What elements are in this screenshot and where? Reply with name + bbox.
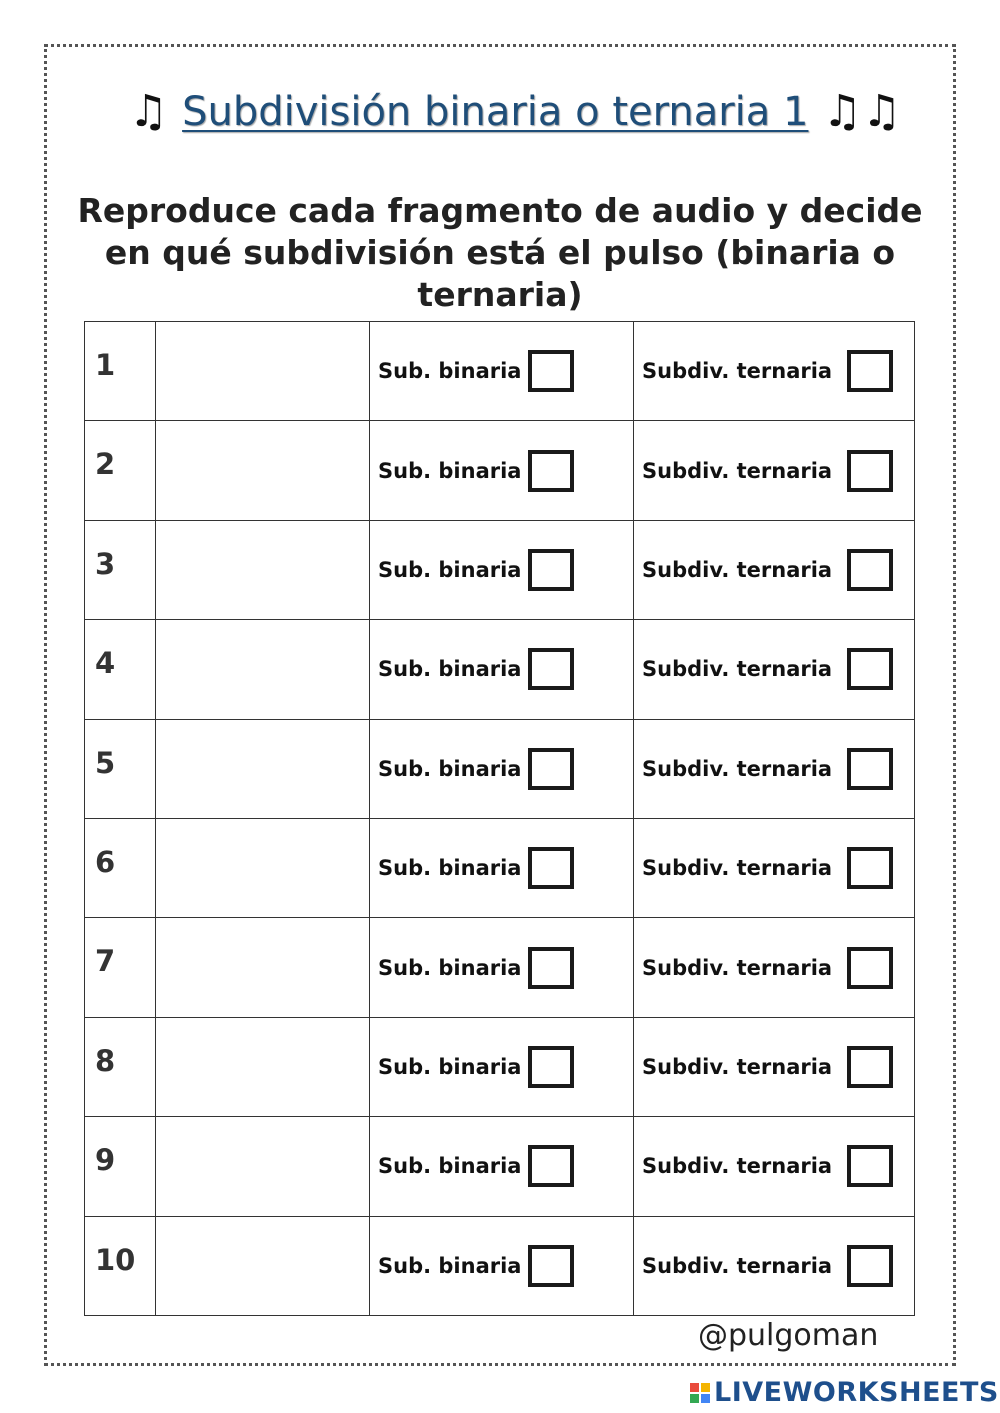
binary-option-cell — [370, 818, 634, 917]
binary-option-label: Sub. binaria — [378, 756, 522, 781]
binary-checkbox[interactable] — [528, 1145, 574, 1187]
table-row — [85, 1017, 915, 1116]
instructions: Reproduce cada fragmento de audio y decide en qué subdivisión está el pulso (binaria o ternaria) — [77, 191, 923, 314]
ternary-option-cell — [634, 818, 915, 917]
blank-cell — [156, 1117, 370, 1216]
row-number: 4 — [85, 620, 156, 719]
binary-checkbox[interactable] — [528, 947, 574, 989]
ternary-option-cell — [634, 322, 915, 421]
ternary-checkbox[interactable] — [847, 450, 893, 492]
ternary-checkbox[interactable] — [847, 648, 893, 690]
ternary-option-label: Subdiv. ternaria — [642, 856, 833, 881]
binary-option-cell — [370, 520, 634, 619]
ternary-option-cell — [634, 719, 915, 818]
logo-square-blue — [701, 1394, 710, 1403]
binary-checkbox[interactable] — [528, 549, 574, 591]
page-title: Subdivisión binaria o ternaria 1 — [182, 89, 809, 135]
ternary-checkbox[interactable] — [847, 1145, 893, 1187]
ternary-option-label: Subdiv. ternaria — [642, 458, 833, 483]
ternary-option-cell — [634, 1117, 915, 1216]
brand-name: LIVEWORKSHEETS — [714, 1377, 999, 1408]
table-row — [85, 1117, 915, 1216]
logo-square-green — [690, 1394, 699, 1403]
row-number: 7 — [85, 918, 156, 1017]
binary-checkbox[interactable] — [528, 748, 574, 790]
music-notes-icon: ♫♫ — [822, 86, 902, 137]
title-row — [100, 82, 930, 142]
table-row — [85, 918, 915, 1017]
binary-option-label: Sub. binaria — [378, 856, 522, 881]
table-row — [85, 719, 915, 818]
blank-cell — [156, 620, 370, 719]
binary-checkbox[interactable] — [528, 847, 574, 889]
ternary-option-label: Subdiv. ternaria — [642, 1154, 833, 1179]
binary-option-cell — [370, 1117, 634, 1216]
ternary-checkbox[interactable] — [847, 1046, 893, 1088]
ternary-option-cell — [634, 918, 915, 1017]
binary-checkbox[interactable] — [528, 450, 574, 492]
binary-checkbox[interactable] — [528, 1245, 574, 1287]
ternary-option-label: Subdiv. ternaria — [642, 359, 833, 384]
ternary-option-cell — [634, 421, 915, 520]
liveworksheets-logo-icon — [690, 1383, 710, 1403]
table-row — [85, 620, 915, 719]
binary-option-cell — [370, 1216, 634, 1315]
table-row — [85, 818, 915, 917]
row-number: 5 — [85, 719, 156, 818]
binary-option-label: Sub. binaria — [378, 1253, 522, 1278]
binary-option-cell — [370, 421, 634, 520]
ternary-checkbox[interactable] — [847, 847, 893, 889]
binary-option-label: Sub. binaria — [378, 557, 522, 582]
binary-option-label: Sub. binaria — [378, 1154, 522, 1179]
binary-checkbox[interactable] — [528, 1046, 574, 1088]
ternary-checkbox[interactable] — [847, 549, 893, 591]
blank-cell — [156, 918, 370, 1017]
ternary-option-cell — [634, 1216, 915, 1315]
ternary-checkbox[interactable] — [847, 350, 893, 392]
blank-cell — [156, 520, 370, 619]
binary-option-cell — [370, 620, 634, 719]
binary-option-cell — [370, 322, 634, 421]
ternary-option-cell — [634, 620, 915, 719]
logo-square-yellow — [701, 1383, 710, 1392]
ternary-checkbox[interactable] — [847, 947, 893, 989]
ternary-option-cell — [634, 1017, 915, 1116]
ternary-checkbox[interactable] — [847, 748, 893, 790]
ternary-option-label: Subdiv. ternaria — [642, 557, 833, 582]
ternary-option-label: Subdiv. ternaria — [642, 756, 833, 781]
blank-cell — [156, 818, 370, 917]
row-number: 6 — [85, 818, 156, 917]
binary-checkbox[interactable] — [528, 648, 574, 690]
row-number: 3 — [85, 520, 156, 619]
binary-option-label: Sub. binaria — [378, 955, 522, 980]
ternary-option-label: Subdiv. ternaria — [642, 1054, 833, 1079]
ternary-option-label: Subdiv. ternaria — [642, 955, 833, 980]
logo-square-red — [690, 1383, 699, 1392]
row-number: 9 — [85, 1117, 156, 1216]
row-number: 2 — [85, 421, 156, 520]
blank-cell — [156, 719, 370, 818]
binary-option-cell — [370, 1017, 634, 1116]
row-number: 8 — [85, 1017, 156, 1116]
music-note-icon: ♫ — [128, 86, 169, 137]
ternary-option-label: Subdiv. ternaria — [642, 1253, 833, 1278]
binary-checkbox[interactable] — [528, 350, 574, 392]
blank-cell — [156, 421, 370, 520]
table-row — [85, 322, 915, 421]
ternary-checkbox[interactable] — [847, 1245, 893, 1287]
row-number: 10 — [85, 1216, 156, 1315]
row-number: 1 — [85, 322, 156, 421]
binary-option-cell — [370, 719, 634, 818]
author-credit: @pulgoman — [698, 1318, 879, 1353]
table-row — [85, 1216, 915, 1315]
blank-cell — [156, 1017, 370, 1116]
brand-logo — [690, 1377, 999, 1408]
binary-option-label: Sub. binaria — [378, 359, 522, 384]
binary-option-label: Sub. binaria — [378, 657, 522, 682]
ternary-option-label: Subdiv. ternaria — [642, 657, 833, 682]
ternary-option-cell — [634, 520, 915, 619]
blank-cell — [156, 322, 370, 421]
answer-table — [84, 321, 915, 1316]
binary-option-label: Sub. binaria — [378, 1054, 522, 1079]
table-row — [85, 520, 915, 619]
binary-option-cell — [370, 918, 634, 1017]
binary-option-label: Sub. binaria — [378, 458, 522, 483]
table-row — [85, 421, 915, 520]
blank-cell — [156, 1216, 370, 1315]
